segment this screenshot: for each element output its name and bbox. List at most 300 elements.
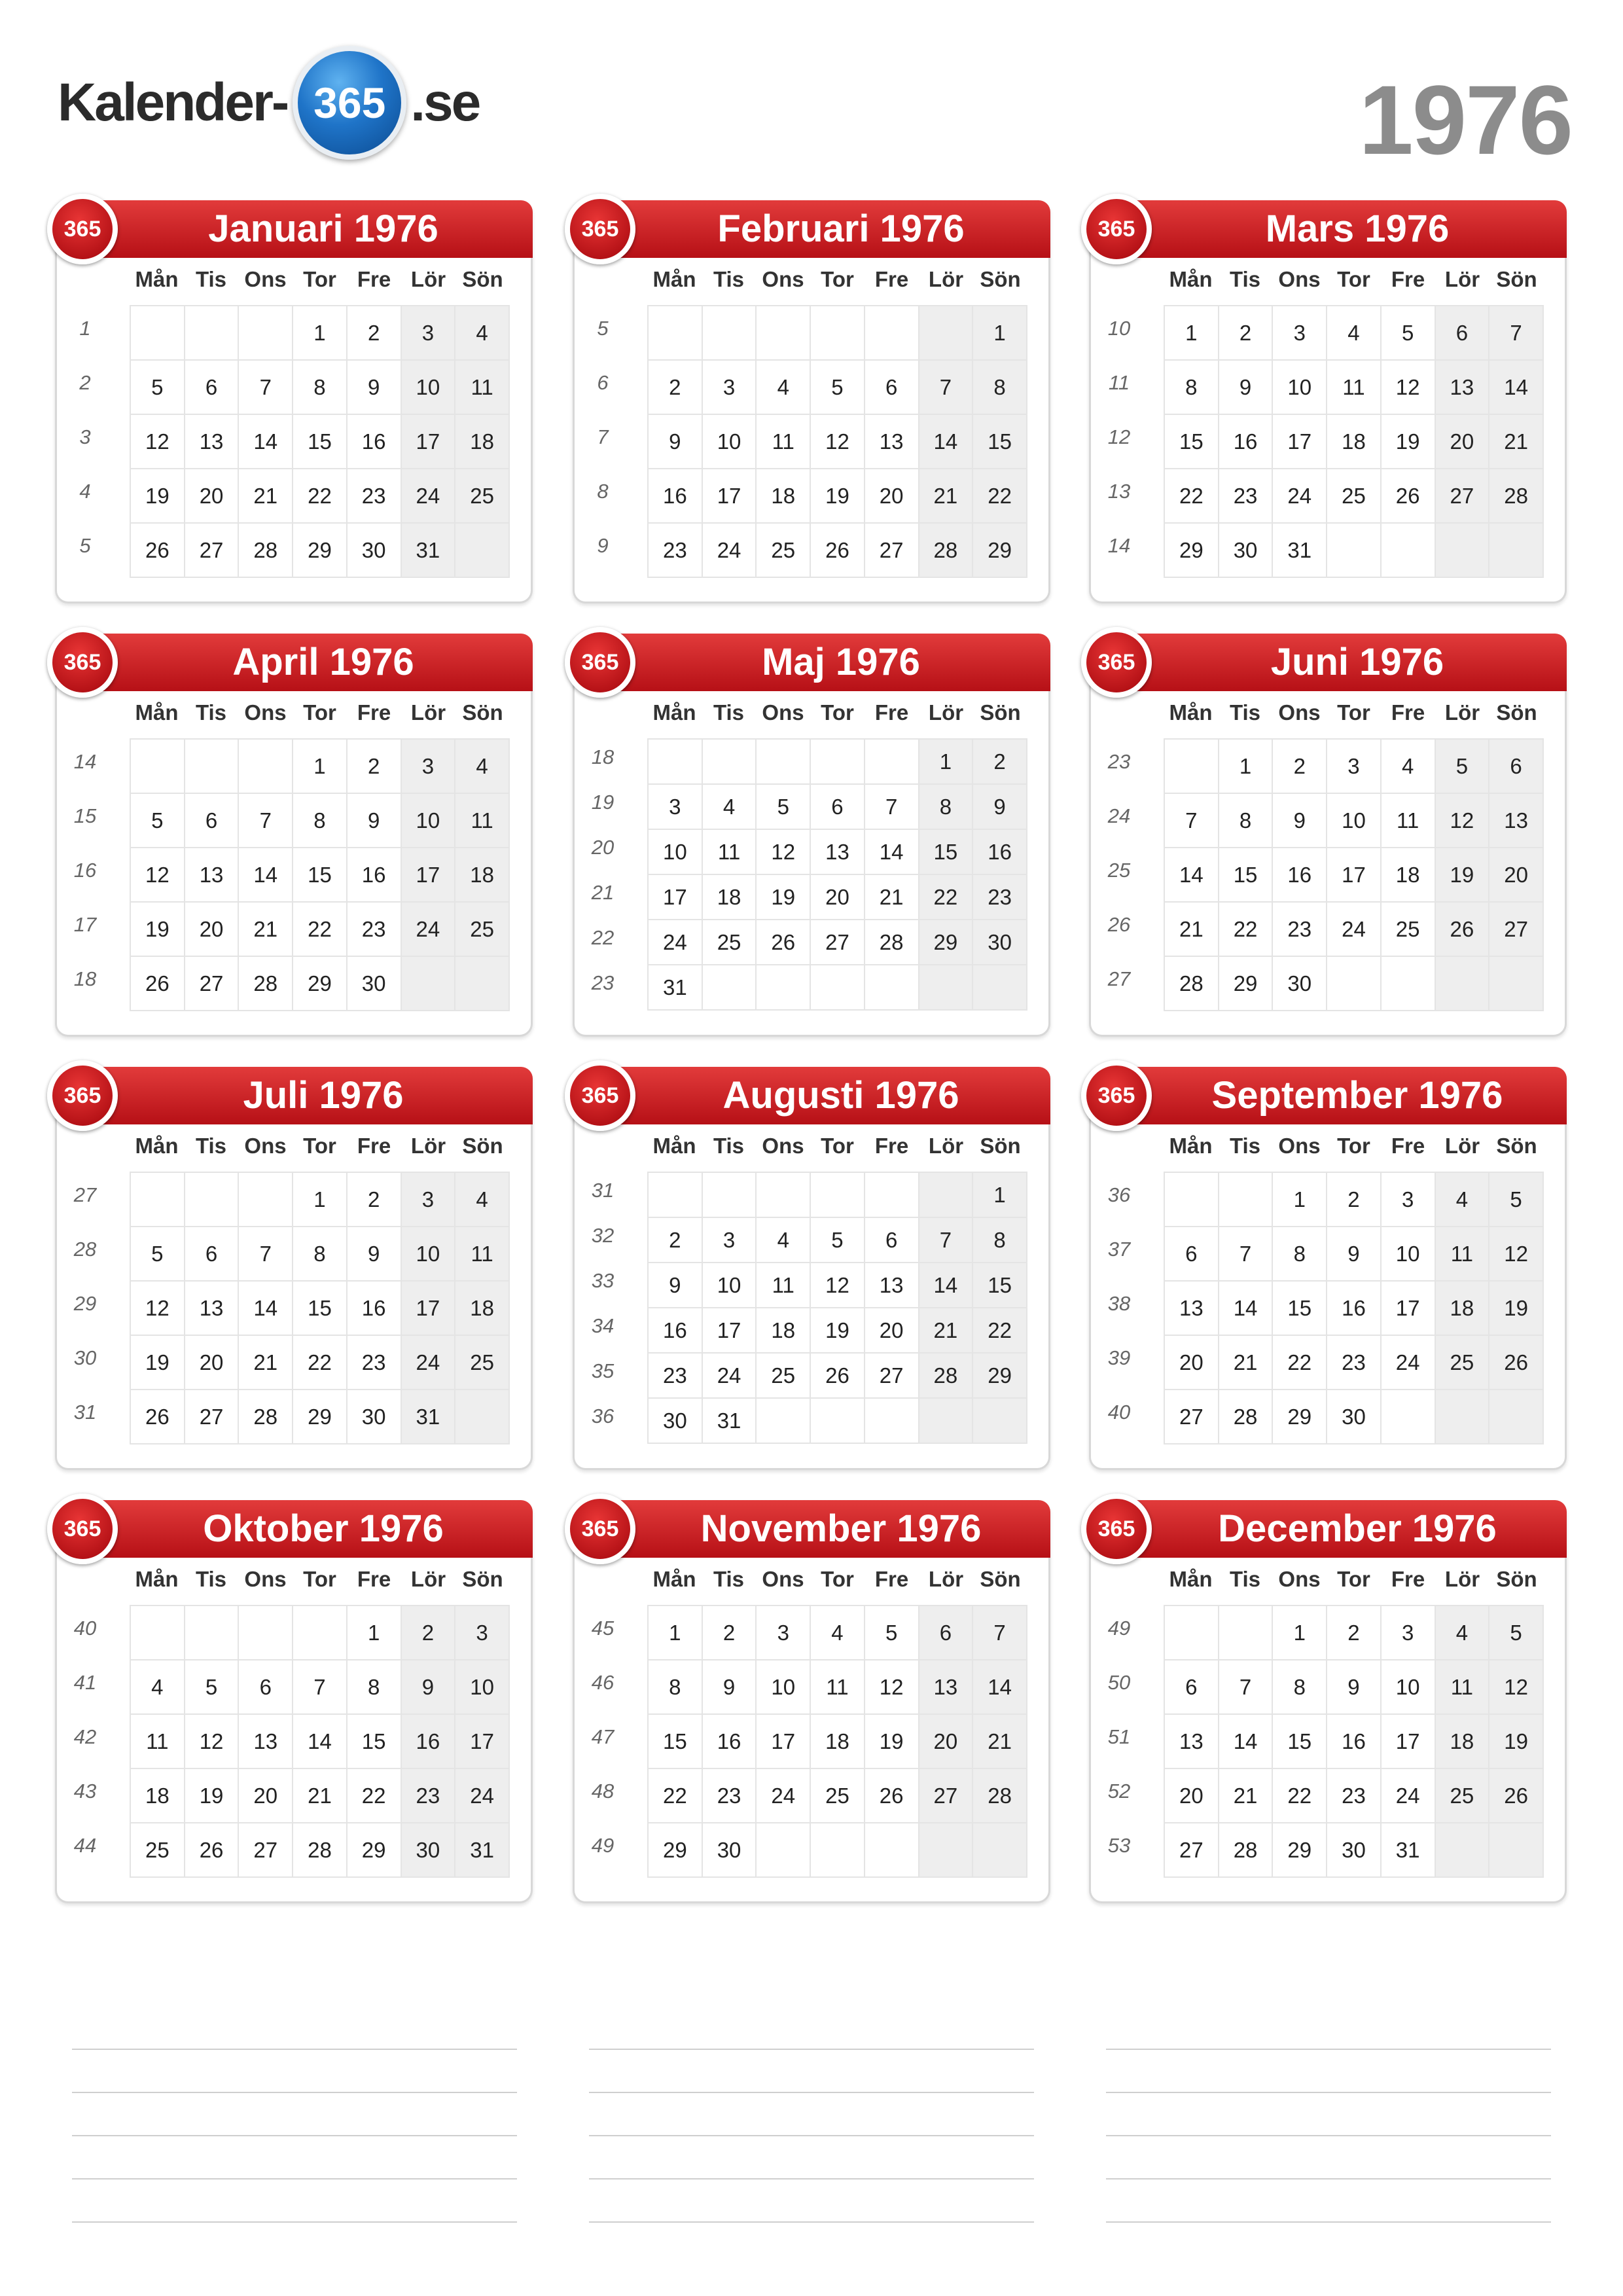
day-cell: 7 <box>293 1660 347 1714</box>
weekday-label: Lör <box>928 700 964 725</box>
week-row <box>1164 956 1543 1011</box>
weekday-label: Lör <box>1444 700 1480 725</box>
day-cell: 21 <box>238 469 293 523</box>
weekend-day-cell: 31 <box>455 1823 509 1877</box>
day-grid <box>1164 738 1544 1011</box>
weekend-day-cell: 28 <box>972 1768 1027 1823</box>
day-cell: 11 <box>756 414 810 469</box>
weekday-label: Lör <box>928 1134 964 1158</box>
weekday-label: Fre <box>1391 1134 1425 1158</box>
day-cell: 23 <box>648 523 702 577</box>
weekend-day-cell: 24 <box>401 469 455 523</box>
week-row <box>130 469 509 523</box>
day-cell: 15 <box>1272 1281 1327 1335</box>
month-title: December 1976 <box>1122 1500 1567 1558</box>
day-cell: 17 <box>1381 1714 1435 1768</box>
week-number: 48 <box>591 1780 615 1803</box>
day-cell: 25 <box>702 920 757 965</box>
day-cell: 13 <box>185 414 239 469</box>
day-cell <box>1381 956 1435 1011</box>
weekend-day-cell: 27 <box>1435 469 1489 523</box>
weekend-day-cell: 17 <box>401 1281 455 1335</box>
day-cell: 31 <box>1381 1823 1435 1877</box>
weekend-day-cell: 29 <box>972 1353 1027 1398</box>
week-row <box>648 965 1027 1010</box>
weekday-label: Tis <box>195 1567 227 1591</box>
weekend-day-cell <box>919 1172 973 1217</box>
weekday-label: Tor <box>821 267 854 291</box>
notes-lines-middle <box>589 2007 1034 2223</box>
week-row <box>648 920 1027 965</box>
day-cell: 24 <box>702 1353 757 1398</box>
week-row <box>1164 306 1543 360</box>
day-cell: 14 <box>238 1281 293 1335</box>
day-cell: 12 <box>130 1281 185 1335</box>
weekday-label: Tis <box>1229 267 1261 291</box>
weekday-label: Mån <box>1169 1134 1213 1158</box>
badge-365-icon: 365 <box>47 627 118 698</box>
notes-lines-left <box>72 2007 517 2223</box>
weekend-day-cell: 18 <box>1435 1281 1489 1335</box>
day-cell <box>648 739 702 784</box>
day-cell: 28 <box>1164 956 1219 1011</box>
weekday-label: Sön <box>1496 1567 1537 1591</box>
day-grid <box>1164 1172 1544 1444</box>
day-cell: 23 <box>1327 1768 1381 1823</box>
day-cell: 1 <box>293 306 347 360</box>
month-card <box>1089 1067 1567 1470</box>
weekend-day-cell: 19 <box>1435 848 1489 902</box>
day-cell: 29 <box>347 1823 401 1877</box>
badge-365-icon: 365 <box>565 194 635 264</box>
day-cell: 15 <box>347 1714 401 1768</box>
day-cell <box>1327 956 1381 1011</box>
day-cell: 11 <box>1327 360 1381 414</box>
weekend-day-cell: 27 <box>919 1768 973 1823</box>
day-cell: 5 <box>756 784 810 829</box>
day-cell: 5 <box>185 1660 239 1714</box>
weekend-day-cell <box>972 1398 1027 1443</box>
day-cell: 27 <box>185 523 239 577</box>
day-cell: 19 <box>130 902 185 956</box>
day-cell: 16 <box>1327 1281 1381 1335</box>
day-cell: 22 <box>648 1768 702 1823</box>
day-cell <box>1327 523 1381 577</box>
week-numbers <box>583 1605 635 1876</box>
day-cell: 9 <box>1327 1227 1381 1281</box>
weekday-label: Tis <box>713 1567 745 1591</box>
weekend-day-cell: 7 <box>919 360 973 414</box>
day-cell: 5 <box>130 360 185 414</box>
weekday-header <box>130 267 510 292</box>
week-number: 31 <box>73 1401 97 1424</box>
day-cell <box>130 306 185 360</box>
day-cell: 12 <box>810 414 865 469</box>
week-number: 53 <box>1107 1834 1131 1857</box>
badge-365-icon: 365 <box>565 627 635 698</box>
day-cell: 12 <box>130 848 185 902</box>
notes-lines-right <box>1106 2007 1551 2223</box>
day-cell: 6 <box>865 360 919 414</box>
weekend-day-cell: 16 <box>972 829 1027 874</box>
weekend-day-cell <box>972 965 1027 1010</box>
weekend-day-cell: 14 <box>919 414 973 469</box>
weekend-day-cell: 6 <box>919 1605 973 1660</box>
day-cell: 27 <box>810 920 865 965</box>
weekend-day-cell: 10 <box>401 360 455 414</box>
day-cell <box>865 739 919 784</box>
weekend-day-cell: 21 <box>919 1308 973 1353</box>
weekday-label: Lör <box>410 700 446 725</box>
day-cell: 23 <box>347 1335 401 1390</box>
day-cell: 18 <box>810 1714 865 1768</box>
day-cell: 3 <box>702 360 757 414</box>
weekend-day-cell: 6 <box>1489 739 1543 793</box>
weekday-label: Tis <box>195 700 227 725</box>
week-row <box>648 1308 1027 1353</box>
day-cell: 17 <box>1272 414 1327 469</box>
day-cell: 19 <box>1381 414 1435 469</box>
day-cell: 16 <box>1219 414 1273 469</box>
week-row <box>130 523 509 577</box>
weekend-day-cell: 28 <box>919 1353 973 1398</box>
weekend-day-cell <box>401 956 455 1011</box>
weekend-day-cell: 4 <box>455 739 509 793</box>
week-number: 24 <box>1107 804 1131 827</box>
week-number: 7 <box>597 425 609 448</box>
weekday-label: Lör <box>928 267 964 291</box>
day-cell: 20 <box>865 1308 919 1353</box>
day-cell: 6 <box>1164 1227 1219 1281</box>
day-cell: 22 <box>293 469 347 523</box>
weekend-day-cell: 24 <box>455 1768 509 1823</box>
day-cell: 13 <box>185 848 239 902</box>
week-row <box>1164 793 1543 848</box>
day-cell <box>1381 523 1435 577</box>
day-cell: 19 <box>865 1714 919 1768</box>
week-row <box>1164 1172 1543 1227</box>
day-cell: 17 <box>702 1308 757 1353</box>
day-cell <box>865 965 919 1010</box>
week-number: 25 <box>1107 859 1131 882</box>
day-cell: 29 <box>1272 1823 1327 1877</box>
day-cell: 15 <box>293 414 347 469</box>
day-cell: 2 <box>1327 1172 1381 1227</box>
day-cell: 18 <box>756 1308 810 1353</box>
day-cell: 4 <box>810 1605 865 1660</box>
weekend-day-cell: 8 <box>919 784 973 829</box>
day-cell <box>1164 1605 1219 1660</box>
day-cell: 28 <box>238 1390 293 1444</box>
weekend-day-cell: 18 <box>455 848 509 902</box>
day-cell: 30 <box>1272 956 1327 1011</box>
day-cell: 26 <box>185 1823 239 1877</box>
day-cell: 24 <box>1327 902 1381 956</box>
day-cell: 17 <box>702 469 757 523</box>
day-grid <box>130 305 510 578</box>
day-cell: 20 <box>185 469 239 523</box>
weekend-day-cell: 19 <box>1489 1281 1543 1335</box>
day-cell: 23 <box>1272 902 1327 956</box>
day-cell: 9 <box>1219 360 1273 414</box>
week-numbers <box>1099 305 1152 577</box>
weekday-label: Sön <box>462 700 503 725</box>
week-number: 34 <box>591 1314 615 1337</box>
week-number: 44 <box>73 1834 97 1857</box>
day-cell: 18 <box>130 1768 185 1823</box>
day-cell: 9 <box>648 414 702 469</box>
day-cell: 29 <box>1219 956 1273 1011</box>
weekday-label: Mån <box>652 1134 696 1158</box>
week-row <box>130 1335 509 1390</box>
weekend-day-cell: 5 <box>1489 1605 1543 1660</box>
weekend-day-cell: 31 <box>401 523 455 577</box>
day-cell: 11 <box>756 1263 810 1308</box>
weekend-day-cell <box>1435 1823 1489 1877</box>
weekend-day-cell: 15 <box>919 829 973 874</box>
weekday-header <box>1164 267 1544 292</box>
day-cell: 4 <box>756 360 810 414</box>
day-cell: 10 <box>702 1263 757 1308</box>
day-cell: 9 <box>347 1227 401 1281</box>
weekday-label: Tis <box>713 700 745 725</box>
week-number: 13 <box>1107 480 1131 503</box>
day-cell: 13 <box>185 1281 239 1335</box>
badge-365-icon: 365 <box>47 1060 118 1131</box>
day-cell: 2 <box>347 1172 401 1227</box>
day-cell <box>293 1605 347 1660</box>
day-cell: 11 <box>1381 793 1435 848</box>
weekday-label: Mån <box>1169 700 1213 725</box>
weekday-label: Lör <box>1444 267 1480 291</box>
week-numbers <box>1099 1605 1152 1876</box>
day-cell: 18 <box>1327 414 1381 469</box>
week-number: 31 <box>591 1179 615 1202</box>
weekend-day-cell: 17 <box>401 414 455 469</box>
week-number: 11 <box>1108 371 1130 394</box>
day-cell: 7 <box>1219 1660 1273 1714</box>
day-cell: 6 <box>185 1227 239 1281</box>
day-cell: 15 <box>293 848 347 902</box>
day-cell: 30 <box>347 523 401 577</box>
weekday-label: Fre <box>874 1134 909 1158</box>
day-cell: 27 <box>1164 1823 1219 1877</box>
weekend-day-cell: 5 <box>1435 739 1489 793</box>
day-cell: 28 <box>238 523 293 577</box>
day-cell: 10 <box>756 1660 810 1714</box>
week-number: 17 <box>73 913 97 936</box>
day-cell <box>1164 1172 1219 1227</box>
day-cell: 11 <box>130 1714 185 1768</box>
weekend-day-cell <box>919 306 973 360</box>
day-cell: 9 <box>648 1263 702 1308</box>
week-row <box>1164 1281 1543 1335</box>
week-row <box>648 360 1027 414</box>
week-row <box>1164 1714 1543 1768</box>
weekday-label: Lör <box>410 267 446 291</box>
day-cell: 18 <box>1381 848 1435 902</box>
month-card <box>55 634 533 1037</box>
weekday-label: Ons <box>762 267 804 291</box>
weekend-day-cell: 25 <box>455 469 509 523</box>
day-cell: 6 <box>238 1660 293 1714</box>
day-cell <box>756 1398 810 1443</box>
week-number: 1 <box>79 317 91 340</box>
day-cell: 22 <box>1219 902 1273 956</box>
weekend-day-cell: 14 <box>972 1660 1027 1714</box>
day-cell: 30 <box>347 956 401 1011</box>
weekday-header <box>130 700 510 725</box>
month-card <box>1089 200 1567 603</box>
weekday-label: Mån <box>652 267 696 291</box>
weekend-day-cell: 27 <box>1489 902 1543 956</box>
weekend-day-cell <box>1435 956 1489 1011</box>
logo-prefix: Kalender- <box>58 73 288 132</box>
weekday-label: Lör <box>1444 1134 1480 1158</box>
day-cell: 2 <box>347 739 401 793</box>
day-cell: 11 <box>702 829 757 874</box>
day-cell: 30 <box>648 1398 702 1443</box>
day-cell <box>810 965 865 1010</box>
day-cell: 3 <box>1381 1172 1435 1227</box>
weekend-day-cell: 29 <box>919 920 973 965</box>
week-row <box>648 1353 1027 1398</box>
weekend-day-cell <box>919 1398 973 1443</box>
day-cell: 31 <box>702 1398 757 1443</box>
weekday-header <box>130 1134 510 1158</box>
day-cell: 28 <box>293 1823 347 1877</box>
week-row <box>1164 360 1543 414</box>
week-row <box>648 414 1027 469</box>
week-numbers <box>583 1172 635 1443</box>
week-row <box>1164 1768 1543 1823</box>
day-cell <box>130 739 185 793</box>
day-cell: 14 <box>1219 1714 1273 1768</box>
weekend-day-cell: 11 <box>455 360 509 414</box>
week-number: 39 <box>1107 1346 1131 1369</box>
day-cell: 23 <box>347 469 401 523</box>
weekend-day-cell: 10 <box>455 1660 509 1714</box>
weekend-day-cell <box>1435 523 1489 577</box>
day-cell: 1 <box>293 739 347 793</box>
day-cell: 14 <box>293 1714 347 1768</box>
day-cell: 4 <box>1327 306 1381 360</box>
day-cell: 23 <box>1219 469 1273 523</box>
weekday-label: Ons <box>244 1134 287 1158</box>
month-card <box>573 1500 1050 1903</box>
day-cell: 9 <box>1327 1660 1381 1714</box>
week-number: 42 <box>73 1725 97 1748</box>
day-cell: 12 <box>756 829 810 874</box>
weekday-label: Sön <box>980 700 1021 725</box>
weekend-day-cell: 14 <box>919 1263 973 1308</box>
weekday-label: Tis <box>1229 700 1261 725</box>
day-cell: 14 <box>1164 848 1219 902</box>
weekend-day-cell: 12 <box>1435 793 1489 848</box>
weekend-day-cell: 30 <box>401 1823 455 1877</box>
week-number: 28 <box>73 1238 97 1261</box>
week-row <box>648 1714 1027 1768</box>
week-row <box>648 1605 1027 1660</box>
month-card <box>55 1067 533 1470</box>
weekday-label: Fre <box>357 700 391 725</box>
weekend-day-cell: 13 <box>1435 360 1489 414</box>
weekday-label: Ons <box>1278 1134 1321 1158</box>
day-cell: 16 <box>1272 848 1327 902</box>
day-cell: 29 <box>1164 523 1219 577</box>
week-number: 22 <box>591 926 615 949</box>
week-number: 49 <box>591 1834 615 1857</box>
weekday-label: Tis <box>1229 1567 1261 1591</box>
weekday-label: Mån <box>135 1567 179 1591</box>
day-cell: 27 <box>185 1390 239 1444</box>
day-cell: 2 <box>1327 1605 1381 1660</box>
day-grid <box>647 305 1027 578</box>
day-cell: 20 <box>865 469 919 523</box>
day-cell <box>130 1605 185 1660</box>
week-number: 40 <box>73 1617 97 1640</box>
weekday-label: Tis <box>713 267 745 291</box>
weekday-label: Ons <box>1278 267 1321 291</box>
badge-365-icon: 365 <box>565 1494 635 1564</box>
week-numbers <box>65 738 118 1010</box>
week-number: 5 <box>597 317 609 340</box>
weekend-day-cell: 7 <box>919 1217 973 1263</box>
weekend-day-cell: 31 <box>401 1390 455 1444</box>
week-row <box>648 1172 1027 1217</box>
weekend-day-cell: 13 <box>1489 793 1543 848</box>
day-cell <box>865 1172 919 1217</box>
weekday-label: Sön <box>462 267 503 291</box>
week-row <box>1164 902 1543 956</box>
week-number: 18 <box>591 745 615 768</box>
week-numbers <box>1099 738 1152 1010</box>
weekday-label: Fre <box>874 700 909 725</box>
week-row <box>130 1227 509 1281</box>
weekend-day-cell: 11 <box>1435 1227 1489 1281</box>
day-cell: 25 <box>810 1768 865 1823</box>
day-cell: 29 <box>1272 1390 1327 1444</box>
weekday-label: Ons <box>762 700 804 725</box>
week-row <box>130 360 509 414</box>
week-row <box>648 469 1027 523</box>
weekday-label: Sön <box>462 1134 503 1158</box>
week-number: 4 <box>79 480 91 503</box>
weekend-day-cell: 12 <box>1489 1227 1543 1281</box>
weekend-day-cell: 15 <box>972 414 1027 469</box>
weekday-label: Ons <box>762 1567 804 1591</box>
weekday-header <box>130 1567 510 1592</box>
weekend-day-cell: 25 <box>1435 1768 1489 1823</box>
day-cell: 4 <box>702 784 757 829</box>
weekday-label: Tor <box>303 1567 336 1591</box>
day-cell: 8 <box>648 1660 702 1714</box>
weekend-day-cell: 21 <box>972 1714 1027 1768</box>
month-title: Mars 1976 <box>1122 200 1567 258</box>
day-cell: 8 <box>1272 1227 1327 1281</box>
week-number: 18 <box>73 967 97 990</box>
day-cell: 6 <box>865 1217 919 1263</box>
weekend-day-cell: 18 <box>455 1281 509 1335</box>
weekend-day-cell: 26 <box>1489 1768 1543 1823</box>
week-numbers <box>65 1172 118 1443</box>
day-cell: 12 <box>185 1714 239 1768</box>
weekend-day-cell: 2 <box>972 739 1027 784</box>
weekday-header <box>1164 1567 1544 1592</box>
weekday-label: Lör <box>410 1567 446 1591</box>
day-cell: 6 <box>185 793 239 848</box>
day-cell: 20 <box>238 1768 293 1823</box>
